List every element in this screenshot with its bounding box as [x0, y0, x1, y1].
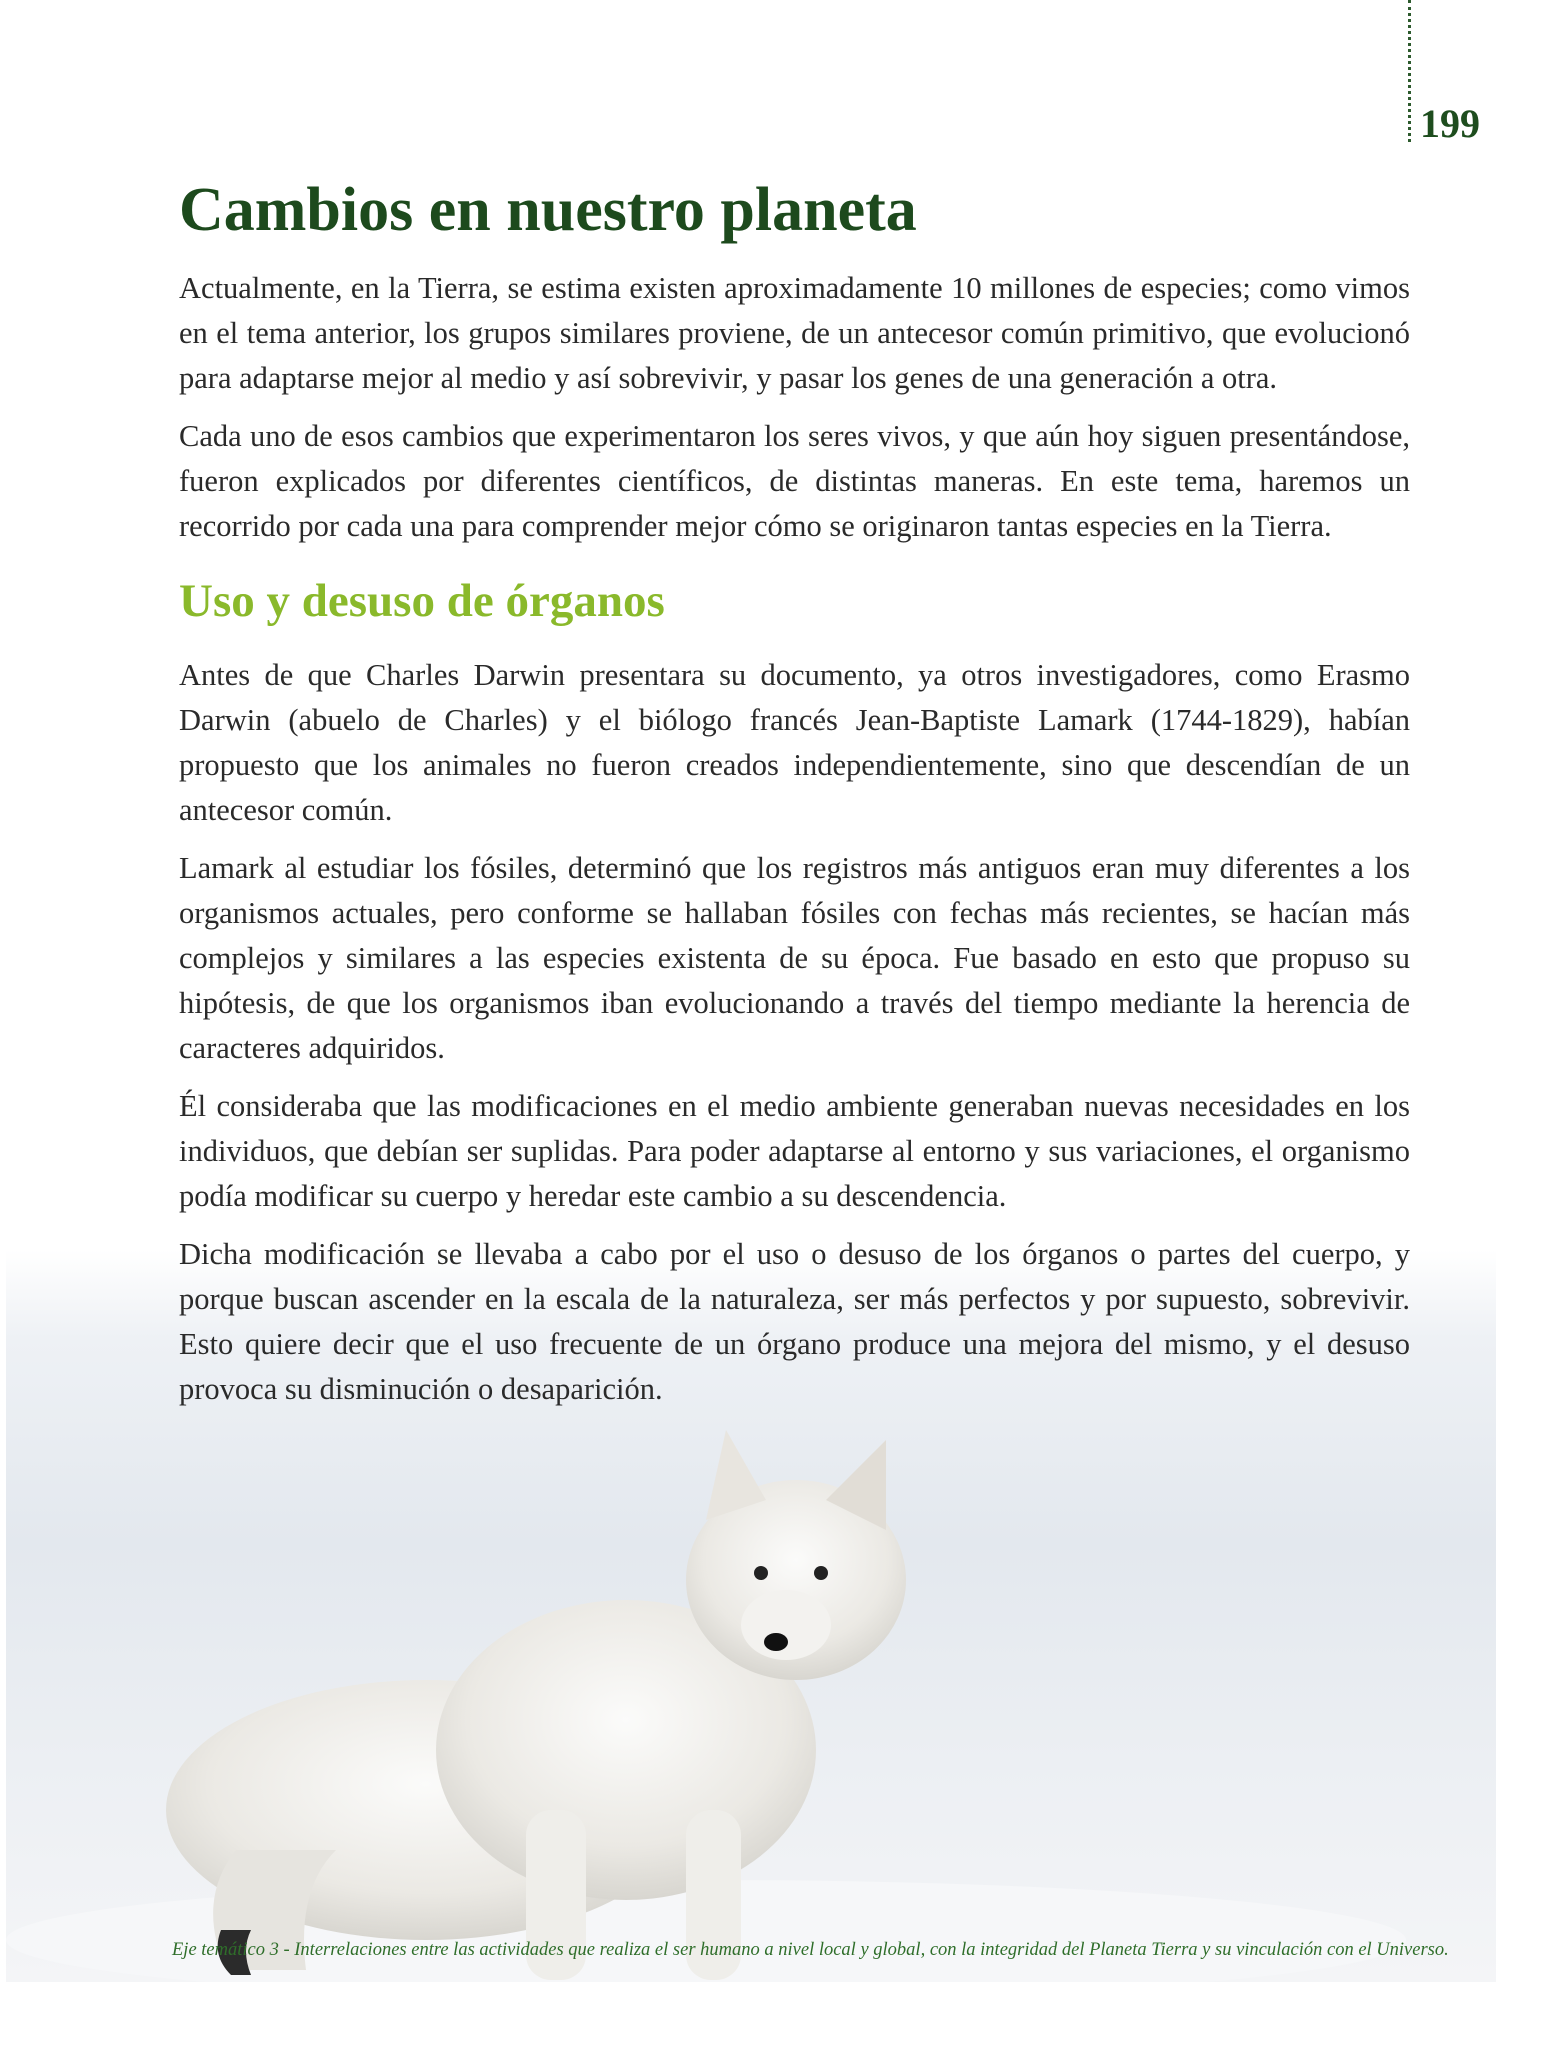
- paragraph: Lamark al estudiar los fósiles, determinó que los registros más antiguos eran muy diferentes a los organismos actuales, pero conforme se hallaban fósiles con fechas más recientes, se hacían más complejos y similares a las especies existenta de su época. Fue basado en esto que propuso su hipótesis, de que los organismos iban evolucionando a través del tiempo mediante la herencia de caracteres adquiridos.: [179, 851, 1410, 1065]
- paragraph: Actualmente, en la Tierra, se estima existen aproximadamente 10 millones de especies; como vimos en el tema anterior, los grupos similares proviene, de un antecesor común primitivo, que evolucionó para adaptarse mejor al medio y así sobrevivir, y pasar los genes de una generación a otra.: [179, 271, 1410, 395]
- page-content: [179, 170, 1410, 1425]
- page-number: 199: [1420, 101, 1480, 146]
- page-title: Cambios en nuestro planeta: [179, 176, 917, 244]
- footer-caption: Eje temático 3 - Interrelaciones entre las actividades que realiza el ser humano a nivel local y global, con la integridad del Planeta Tierra y su vinculación con el Universo.: [172, 1940, 1449, 1960]
- paragraph: Él consideraba que las modificaciones en el medio ambiente generaban nuevas necesidades en los individuos, que debían ser suplidas. Para poder adaptarse al entorno y sus variaciones, el organismo podía modificar su cuerpo y heredar este cambio a su descendencia.: [179, 1089, 1410, 1213]
- paragraph: Antes de que Charles Darwin presentara su documento, ya otros investigadores, como Erasmo Darwin (abuelo de Charles) y el biólogo francés Jean-Baptiste Lamark (1744-1829), habían propuesto que los animales no fueron creados independientemente, sino que descendían de un antecesor común.: [179, 658, 1410, 827]
- section-heading: Uso y desuso de órganos: [179, 575, 665, 627]
- paragraph: Dicha modificación se llevaba a cabo por el uso o desuso de los órganos o partes del cuerpo, y porque buscan ascender en la escala de la naturaleza, ser más perfectos y por supuesto, sobrevivir. Esto quiere decir que el uso frecuente de un órgano produce una mejora del mismo, y el desuso provoca su disminución o desaparición.: [179, 1237, 1410, 1406]
- paragraph: Cada uno de esos cambios que experimentaron los seres vivos, y que aún hoy siguen presentándose, fueron explicados por diferentes científicos, de distintas maneras. En este tema, haremos un recorrido por cada una para comprender mejor cómo se originaron tantas especies en la Tierra.: [179, 419, 1410, 543]
- margin-dotted-line: [1408, 0, 1411, 142]
